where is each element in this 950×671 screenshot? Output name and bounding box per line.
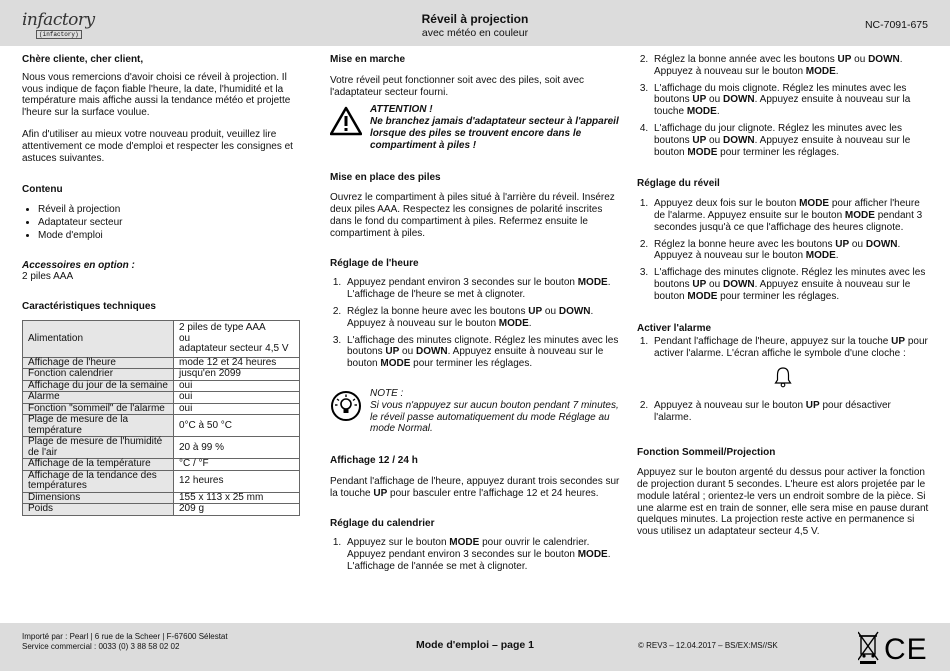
spec-value: jusqu'en 2099 <box>174 369 300 381</box>
attention-text: Ne branchez jamais d'adaptateur secteur à l'appareil lorsque des piles se trouvent encore dans le compartiment à piles ! <box>370 116 619 151</box>
table-row <box>23 380 300 392</box>
list-item: 3. L'affichage des minutes clignote. Réglez les minutes avec les boutons UP ou DOWN. Appuyez ensuite à nouveau sur le bouton MODE pour terminer les réglages. <box>651 267 929 302</box>
table-row <box>23 392 300 404</box>
spec-value: 0°C à 50 °C <box>174 415 300 437</box>
spec-label: Affichage de la tendance des températures <box>23 470 174 492</box>
list-item: • Mode d'emploi <box>38 230 300 242</box>
spec-value: 12 heures <box>174 470 300 492</box>
batteries-heading: Mise en place des piles <box>330 171 441 183</box>
list-item: 1. Appuyez deux fois sur le bouton MODE pour afficher l'heure de l'alarme. Appuyez ensuite sur le bouton MODE pendant 3 secondes jusqu'à ce que l'affichage des heures clignote. <box>651 198 929 233</box>
spec-value: 155 x 113 x 25 mm <box>174 492 300 504</box>
spec-value: 2 piles de type AAA ou adaptateur secteur 4,5 V <box>174 320 300 357</box>
spec-label: Dimensions <box>23 492 174 504</box>
power-text: Votre réveil peut fonctionner soit avec des piles, soit avec l'adaptateur secteur fourni. <box>330 74 585 98</box>
warning-icon <box>330 106 362 136</box>
product-code: NC-7091-675 <box>864 19 928 31</box>
intro-paragraph-2: Afin d'utiliser au mieux votre nouveau produit, veuillez lire attentivement ce mode d'emploi et respecter les consignes et astuces suivantes. <box>22 128 293 164</box>
time-steps <box>330 277 620 370</box>
list-item: 2. Appuyez à nouveau sur le bouton UP pour désactiver l'alarme. <box>651 400 929 424</box>
activate-steps-2 <box>637 400 929 424</box>
contents-heading: Contenu <box>22 184 63 196</box>
logo-text: infactory <box>22 10 95 30</box>
accessories-text: 2 piles AAA <box>22 271 74 283</box>
page-header <box>0 0 950 46</box>
list-item: 3. L'affichage du mois clignote. Réglez les minutes avec les boutons UP ou DOWN. Appuyez ensuite à nouveau sur la touche MODE. <box>651 83 929 118</box>
table-row <box>23 504 300 516</box>
accessories-heading: Accessoires en option : <box>22 259 135 271</box>
list-item: 1. Pendant l'affichage de l'heure, appuyez sur la touche UP pour activer l'alarme. L'écran affiche le symbole d'une cloche : <box>651 336 929 360</box>
alarm-heading: Réglage du réveil <box>637 178 720 190</box>
spec-value: mode 12 et 24 heures <box>174 357 300 369</box>
lightbulb-icon <box>330 390 362 422</box>
list-item: 2. Réglez la bonne heure avec les boutons UP ou DOWN. Appuyez à nouveau sur le bouton MODE. <box>651 239 929 263</box>
contents-list <box>22 204 300 241</box>
note-box <box>330 388 620 435</box>
spec-value: °C / °F <box>174 459 300 471</box>
spec-label: Fonction calendrier <box>23 369 174 381</box>
table-row <box>23 470 300 492</box>
page-footer <box>0 623 950 671</box>
spec-label: Affichage de la température <box>23 459 174 471</box>
specs-heading: Caractéristiques techniques <box>22 301 156 313</box>
document-title: Réveil à projection <box>421 12 529 26</box>
table-row <box>23 437 300 459</box>
spec-label: Plage de mesure de la température <box>23 415 174 437</box>
table-row <box>23 415 300 437</box>
list-item: 3. L'affichage des minutes clignote. Réglez les minutes avec les boutons UP ou DOWN. Appuyez ensuite à nouveau sur le bouton MODE pour terminer les réglages. <box>344 335 620 370</box>
sleep-heading: Fonction Sommeil/Projection <box>637 447 776 459</box>
bell-icon <box>637 366 929 392</box>
compliance-marks <box>858 629 928 665</box>
logo-subtext: (infactory) <box>36 30 82 39</box>
sleep-text: Appuyez sur le bouton argenté du dessus pour activer la fonction de projection durant 5 secondes. L'heure est alors projetée par le module latéral ; orientez-le vers un endroit sombre de la pièce. Si une alarme est en train de sonner, elle sera mise en pause durant quelques minutes. La projection reste active en permanence si vous utilisez un adaptateur secteur 4,5 V. <box>637 467 929 538</box>
table-row <box>23 403 300 415</box>
attention-box <box>330 104 620 151</box>
column-left <box>22 54 300 516</box>
batteries-text: Ouvrez le compartiment à piles situé à l'arrière du réveil. Insérez deux piles AAA. Respectez les consignes de polarité inscrites dans le fond du compartiment à piles. Refermez ensuite le compartiment à piles. <box>330 192 615 239</box>
calendar-heading: Réglage du calendrier <box>330 517 435 529</box>
revision-info: © REV3 – 12.04.2017 – BS/EX:MS//SK <box>638 641 778 650</box>
alarm-steps <box>637 198 929 302</box>
spec-value: oui <box>174 380 300 392</box>
time-heading: Réglage de l'heure <box>330 257 419 269</box>
service-phone: Service commercial : 0033 (0) 3 88 58 02 02 <box>22 642 180 651</box>
table-row <box>23 369 300 381</box>
list-item: • Réveil à projection <box>38 204 300 216</box>
importer-address: Importé par : Pearl | 6 rue de la Scheer | F-67600 Sélestat <box>22 632 228 641</box>
weee-bin-icon <box>858 632 878 664</box>
activate-alarm-heading: Activer l'alarme <box>637 322 712 334</box>
note-title: NOTE : <box>370 387 404 399</box>
spec-label: Poids <box>23 504 174 516</box>
spec-label: Affichage de l'heure <box>23 357 174 369</box>
spec-label: Alarme <box>23 392 174 404</box>
column-right <box>637 54 929 548</box>
spec-value: oui <box>174 392 300 404</box>
column-middle <box>330 54 620 583</box>
spec-label: Alimentation <box>23 320 174 357</box>
power-heading: Mise en marche <box>330 54 406 65</box>
calendar-steps-2 <box>637 54 929 158</box>
table-row <box>23 492 300 504</box>
list-item: • Adaptateur secteur <box>38 217 300 229</box>
12-24h-text: Pendant l'affichage de l'heure, appuyez durant trois secondes sur la touche UP pour basculer entre l'affichage 12 et 24 heures. <box>330 475 620 499</box>
ce-mark: CE <box>884 633 928 665</box>
spec-value: oui <box>174 403 300 415</box>
spec-label: Plage de mesure de l'humidité de l'air <box>23 437 174 459</box>
list-item: 1. Appuyez pendant environ 3 secondes sur le bouton MODE. L'affichage de l'heure se met à clignoter. <box>344 277 620 301</box>
list-item: 1. Appuyez sur le bouton MODE pour ouvrir le calendrier. Appuyez pendant environ 3 secondes sur le bouton MODE. L'affichage de l'année se met à clignoter. <box>344 537 620 572</box>
specs-table <box>22 320 300 516</box>
spec-label: Fonction "sommeil" de l'alarme <box>23 403 174 415</box>
greeting: Chère cliente, cher client, <box>22 54 144 65</box>
list-item: 2. Réglez la bonne année avec les boutons UP ou DOWN. Appuyez à nouveau sur le bouton MODE. <box>651 54 929 78</box>
spec-value: 209 g <box>174 504 300 516</box>
page-number: Mode d'emploi – page 1 <box>415 639 535 651</box>
activate-steps-1 <box>637 336 929 360</box>
note-text: Si vous n'appuyez sur aucun bouton pendant 7 minutes, le réveil passe automatiquement du mode Réglage au mode Normal. <box>370 399 619 435</box>
12-24h-heading: Affichage 12 / 24 h <box>330 455 418 467</box>
intro-paragraph-1: Nous vous remercions d'avoir choisi ce réveil à projection. Il vous indique de façon fiable l'heure, la date, l'humidité et la température mais affiche aussi la tendance météo et projette l'heure sur la surface voulue. <box>22 71 291 119</box>
spec-label: Affichage du jour de la semaine <box>23 380 174 392</box>
document-subtitle: avec météo en couleur <box>421 27 529 39</box>
calendar-steps-1 <box>330 537 620 572</box>
table-row <box>23 357 300 369</box>
spec-value: 20 à 99 % <box>174 437 300 459</box>
attention-title: ATTENTION ! <box>370 104 433 116</box>
table-row <box>23 459 300 471</box>
table-row <box>23 320 300 357</box>
list-item: 2. Réglez la bonne heure avec les boutons UP ou DOWN. Appuyez à nouveau sur le bouton MODE. <box>344 306 620 330</box>
list-item: 4. L'affichage du jour clignote. Réglez les minutes avec les boutons UP ou DOWN. Appuyez ensuite à nouveau sur le bouton MODE pour terminer les réglages. <box>651 123 929 158</box>
